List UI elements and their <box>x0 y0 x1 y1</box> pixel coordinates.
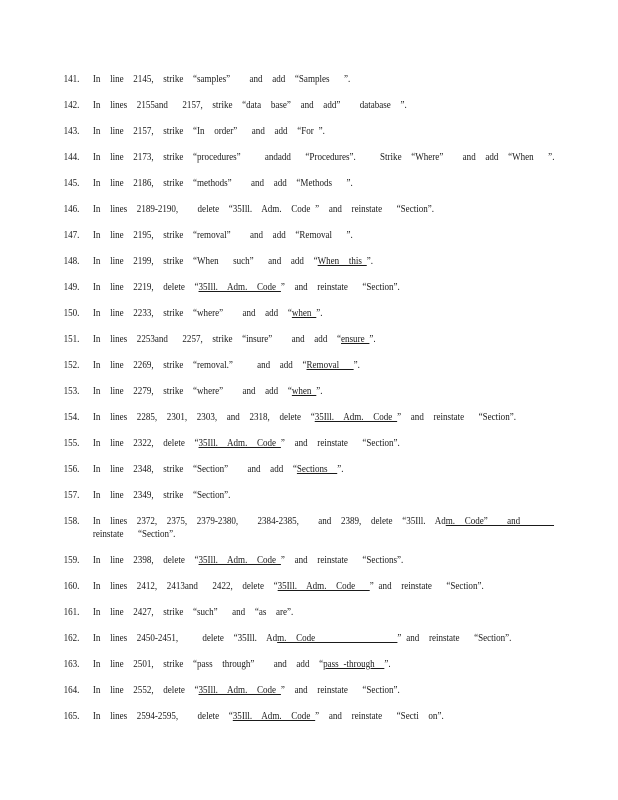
item-number: 155. <box>63 438 80 449</box>
item-number: 159. <box>63 555 80 566</box>
item-text-segment: ” and reinstate “Section”. <box>397 633 512 644</box>
item-number: 149. <box>63 282 80 293</box>
item-text-segment: In line 2279, strike “where” and add “ <box>92 386 292 397</box>
item-text-segment: ” and reinstate “Secti on”. <box>315 711 444 722</box>
item-text-segment: ”. <box>369 334 376 345</box>
item-text <box>93 151 555 164</box>
item-number: 156. <box>63 464 80 475</box>
item-text <box>93 359 360 372</box>
item-text <box>93 515 554 528</box>
item-text <box>93 606 293 619</box>
item-text <box>93 632 512 645</box>
underlined-insertion: 35Ill. Adm. Code <box>232 711 316 722</box>
underlined-insertion: When this <box>317 256 367 267</box>
item-number: 154. <box>63 412 80 423</box>
item-number: 141. <box>63 74 80 85</box>
item-text-segment: ” and reinstate “Section”. <box>280 282 400 293</box>
item-text-segment: In lines 2155and 2157, strike “data base” and add” database ”. <box>92 100 407 111</box>
item-text-segment: ”. <box>353 360 360 371</box>
item-text <box>93 177 353 190</box>
item-text <box>93 255 373 268</box>
underlined-insertion: when <box>291 308 317 319</box>
item-text-segment: In line 2349, strike “Section”. <box>92 490 231 501</box>
item-text-segment: In line 2322, delete “ <box>92 438 199 449</box>
item-text-segment: In lines 2372, 2375, 2379-2380, 2384-2385, and 2389, delete “35Ill. Ad <box>92 516 446 527</box>
item-text <box>93 463 344 476</box>
item-number: 163. <box>63 659 80 670</box>
item-number: 153. <box>63 386 80 397</box>
item-text <box>93 307 323 320</box>
item-text-segment: In line 2233, strike “where” and add “ <box>92 308 292 319</box>
item-number: 144. <box>63 152 80 163</box>
item-text <box>93 333 376 346</box>
item-text <box>93 437 400 450</box>
item-text-segment: In line 2199, strike “When such” and add “ <box>92 256 318 267</box>
item-text-segment: In lines 2285, 2301, 2303, and 2318, delete “ <box>92 412 315 423</box>
item-text <box>93 99 407 112</box>
item-text-segment: In line 2348, strike “Section” and add “ <box>92 464 297 475</box>
item-text-segment: In line 2398, delete “ <box>92 555 199 566</box>
item-text <box>93 203 434 216</box>
item-number: 148. <box>63 256 80 267</box>
item-number: 151. <box>63 334 80 345</box>
item-number: 164. <box>63 685 80 696</box>
item-text-segment: In lines 2189-2190, delete “35Ill. Adm. Code ” and reinstate “Section”. <box>92 204 435 215</box>
item-text-segment: In line 2501, strike “pass through” and add “ <box>92 659 324 670</box>
item-text-segment: In lines 2594-2595, delete “ <box>92 711 233 722</box>
item-text <box>93 281 400 294</box>
item-text-segment: In line 2186, strike “methods” and add “Methods ”. <box>92 178 353 189</box>
item-text <box>93 710 444 723</box>
underlined-insertion: 35Ill. Adm. Code <box>314 412 398 423</box>
underlined-insertion: ensure <box>341 334 370 345</box>
item-text <box>93 73 350 86</box>
item-number: 145. <box>63 178 80 189</box>
item-text <box>93 489 231 502</box>
item-text-segment: In lines 2253and 2257, strike “insure” and add “ <box>92 334 342 345</box>
underlined-insertion: m. Code <box>277 633 398 644</box>
item-number: 158. <box>63 516 80 527</box>
item-text <box>93 684 400 697</box>
item-continuation: reinstate “Section”. <box>92 529 176 540</box>
item-text-segment: In line 2427, strike “such” and “as are”. <box>92 607 294 618</box>
item-text-segment: In lines 2412, 2413and 2422, delete “ <box>92 581 278 592</box>
item-text-segment: ”. <box>316 386 323 397</box>
item-text-segment: In line 2195, strike “removal” and add “Removal ”. <box>92 230 353 241</box>
underlined-insertion: m. Code” and <box>445 516 555 527</box>
item-text-segment: In line 2173, strike “procedures” andadd “Procedures”. Strike “Where” and add “When ”. <box>92 152 555 163</box>
item-number: 146. <box>63 204 80 215</box>
item-number: 147. <box>63 230 80 241</box>
item-text-segment: ” and reinstate “Section”. <box>369 581 484 592</box>
underlined-insertion: 35Ill. Adm. Code <box>198 685 281 696</box>
item-text-segment: In line 2269, strike “removal.” and add “ <box>92 360 307 371</box>
item-text <box>93 125 325 138</box>
underlined-insertion: Sections <box>296 464 338 475</box>
item-text <box>93 229 353 242</box>
item-number: 142. <box>63 100 80 111</box>
item-text-segment: In line 2219, delete “ <box>92 282 199 293</box>
item-text <box>93 580 484 593</box>
item-text-segment: In line 2145, strike “samples” and add “Samples ”. <box>92 74 351 85</box>
underlined-insertion: Removal <box>306 360 354 371</box>
underlined-insertion: 35Ill. Adm. Code <box>198 282 281 293</box>
item-number: 165. <box>63 711 80 722</box>
item-number: 162. <box>63 633 80 644</box>
item-text-segment: In lines 2450-2451, delete “35Ill. Ad <box>92 633 278 644</box>
item-text <box>93 385 323 398</box>
item-text-segment: ” and reinstate “Section”. <box>280 685 400 696</box>
underlined-insertion: 35Ill. Adm. Code <box>277 581 370 592</box>
item-text-segment: ” and reinstate “Sections”. <box>280 555 404 566</box>
item-text-segment: In line 2552, delete “ <box>92 685 199 696</box>
item-text <box>93 658 391 671</box>
underlined-insertion: 35Ill. Adm. Code <box>198 555 281 566</box>
item-number: 150. <box>63 308 80 319</box>
item-number: 143. <box>63 126 80 137</box>
item-text-segment: ”. <box>366 256 374 267</box>
item-number: 161. <box>63 607 80 618</box>
item-text-segment: ”. <box>316 308 323 319</box>
underlined-insertion: 35Ill. Adm. Code <box>198 438 281 449</box>
item-text <box>93 411 516 424</box>
item-text-segment: ”. <box>384 659 391 670</box>
item-text-segment: ” and reinstate “Section”. <box>397 412 516 423</box>
item-text <box>93 554 403 567</box>
item-text-segment: ”. <box>337 464 344 475</box>
item-number: 152. <box>63 360 80 371</box>
item-number: 157. <box>63 490 80 501</box>
item-text-segment: ” and reinstate “Section”. <box>280 438 400 449</box>
item-text-segment: In line 2157, strike “In order” and add “For ”. <box>92 126 325 137</box>
underlined-insertion: when <box>291 386 317 397</box>
underlined-insertion: pass -through <box>323 659 385 670</box>
item-number: 160. <box>63 581 80 592</box>
